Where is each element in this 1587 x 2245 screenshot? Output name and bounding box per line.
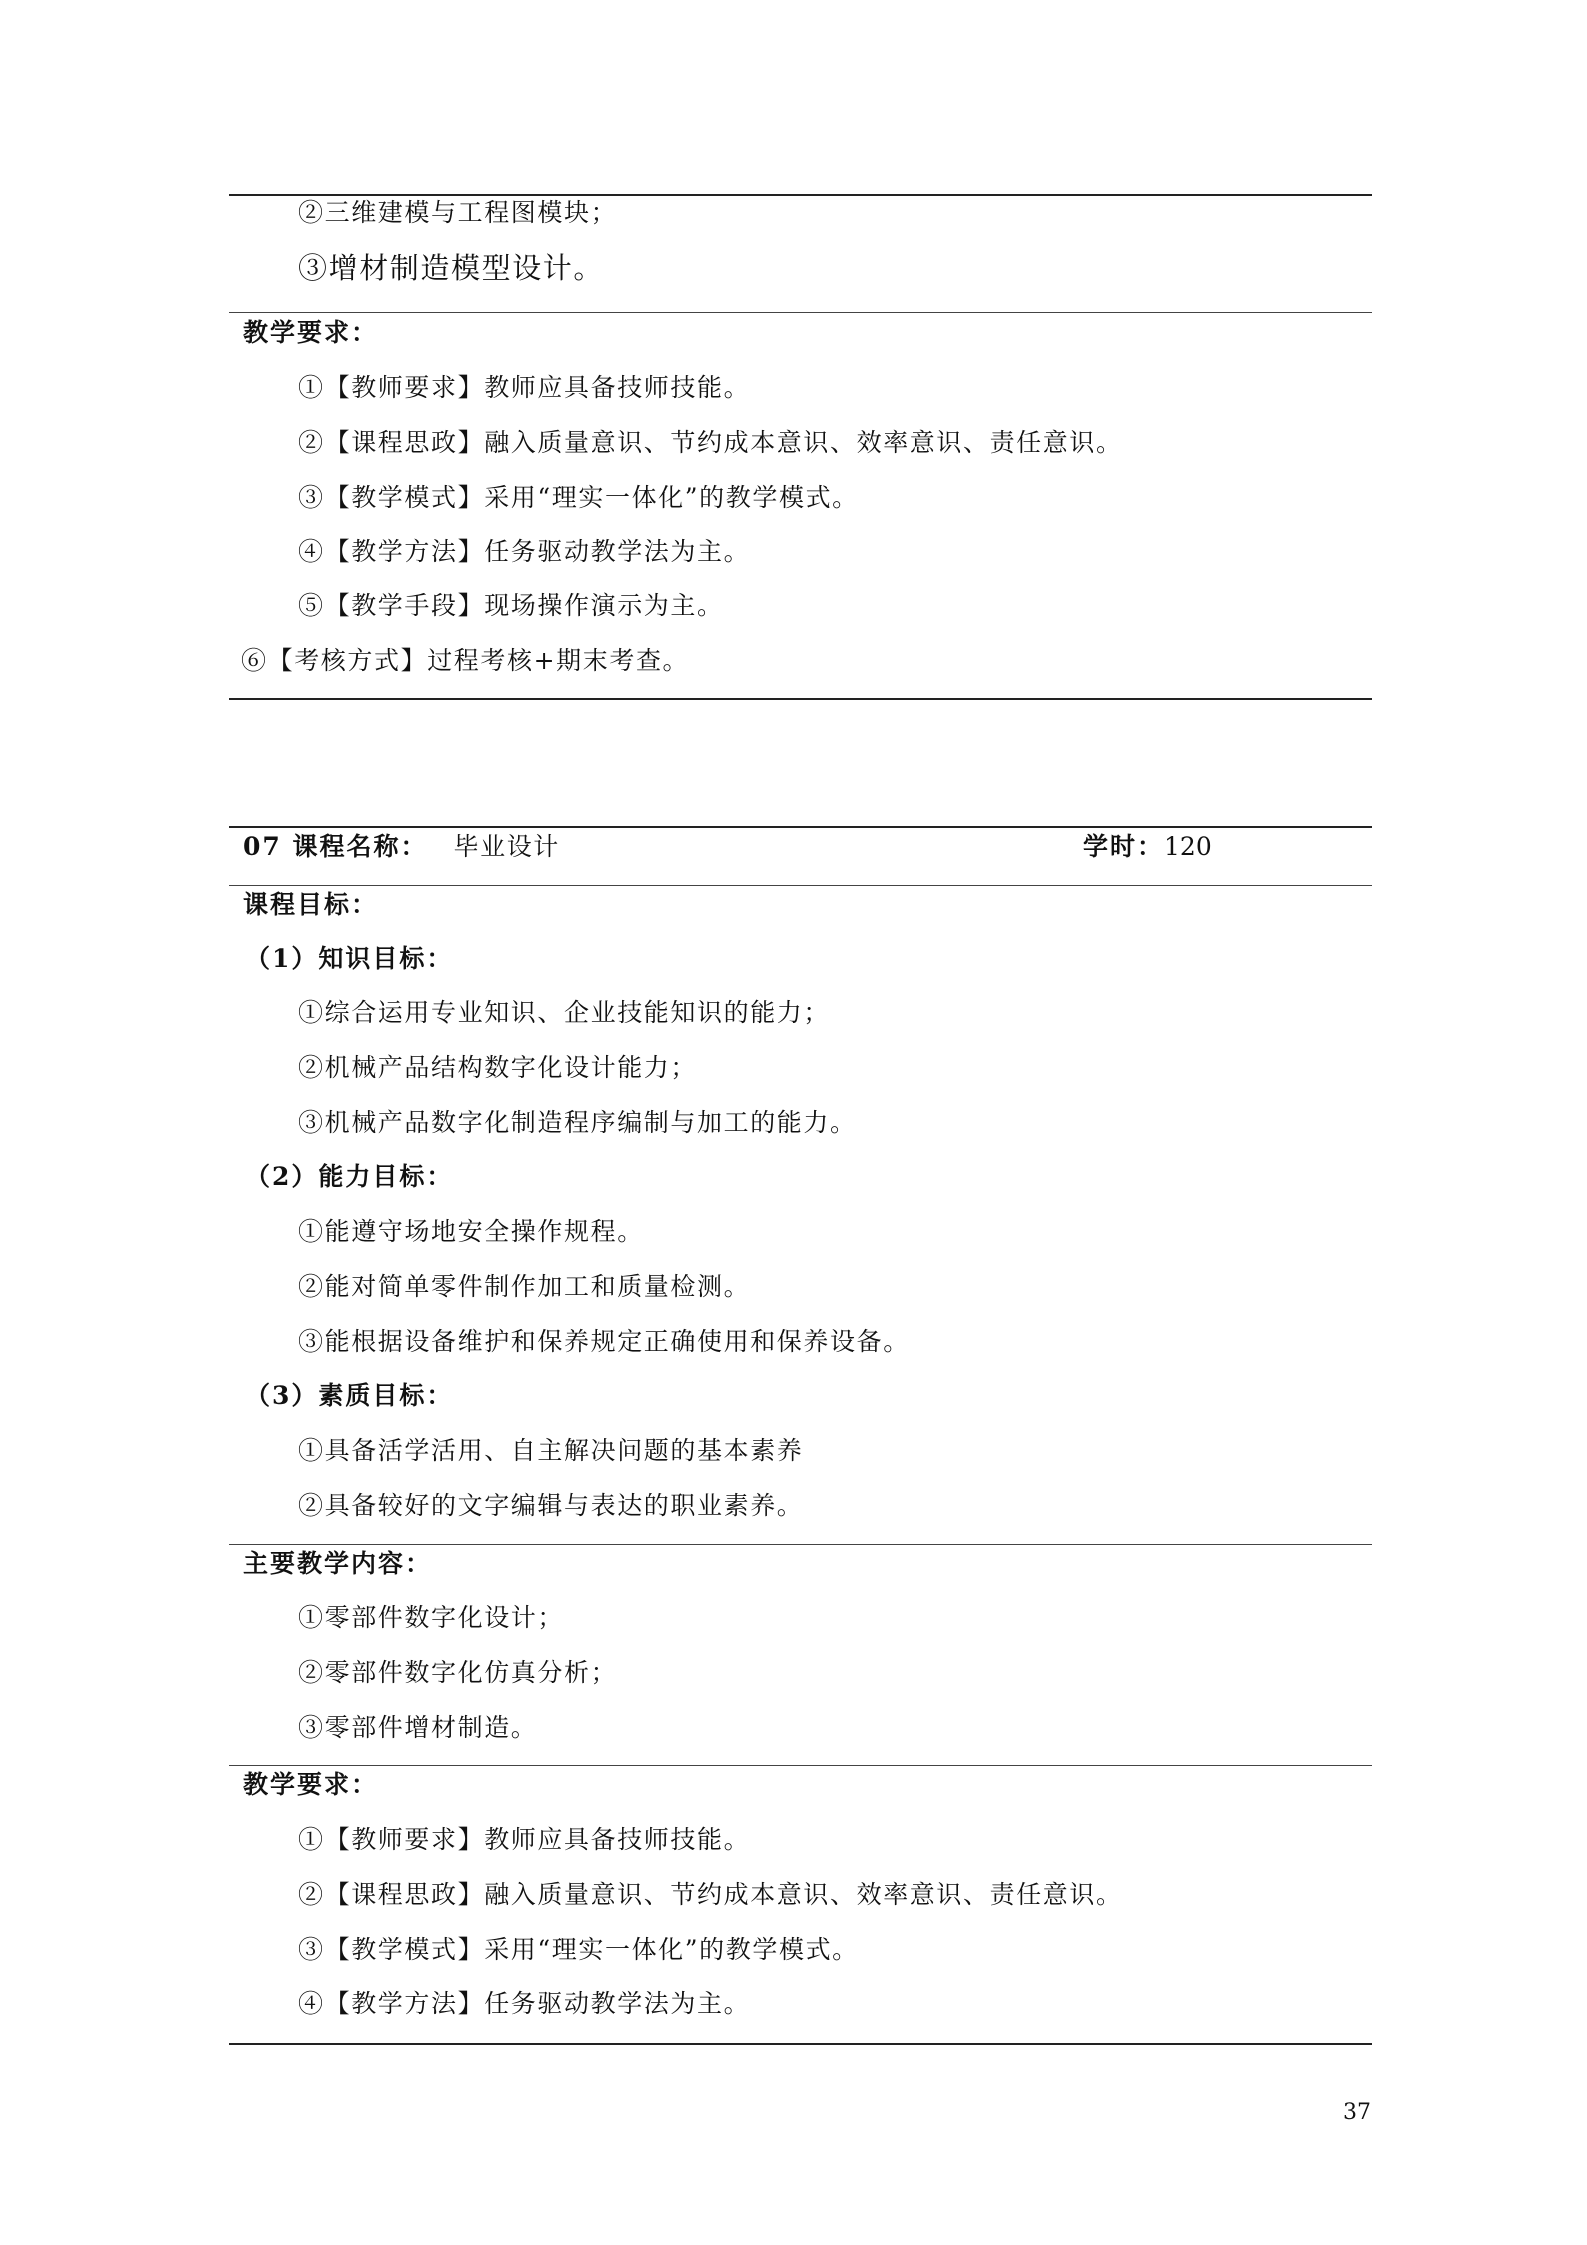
ability-item: ①能遵守场地安全操作规程。 — [298, 1217, 644, 1246]
ability-heading: （2）能力目标： — [245, 1162, 454, 1191]
content-item: ②零部件数字化仿真分析； — [298, 1658, 618, 1687]
section-divider — [229, 1544, 1372, 1545]
objectives-heading: 课程目标： — [243, 890, 379, 919]
content-item: ③增材制造模型设计。 — [298, 251, 605, 285]
requirement-item: ②【课程思政】融入质量意识、节约成本意识、效率意识、责任意识。 — [298, 1880, 1123, 1909]
requirements-heading: 教学要求： — [243, 1770, 379, 1799]
content-item: ③零部件增材制造。 — [298, 1713, 538, 1742]
section-divider — [229, 1765, 1372, 1766]
section-divider — [229, 885, 1372, 886]
content-item: ②三维建模与工程图模块； — [298, 198, 618, 227]
ability-item: ②能对简单零件制作加工和质量检测。 — [298, 1272, 751, 1301]
requirement-item: ①【教师要求】教师应具备技师技能。 — [298, 1825, 751, 1854]
quality-heading: （3）素质目标： — [245, 1381, 454, 1410]
page-number: 37 — [1343, 2100, 1371, 2125]
top-table-rule-bottom — [229, 698, 1372, 700]
requirement-item: ④【教学方法】任务驱动教学法为主。 — [298, 537, 751, 566]
knowledge-item: ①综合运用专业知识、企业技能知识的能力； — [298, 998, 831, 1027]
requirement-item: ③【教学模式】采用“理实一体化”的教学模式。 — [298, 483, 859, 512]
requirement-item: ⑥【考核方式】过程考核+期末考查。 — [241, 646, 690, 675]
requirement-item: ②【课程思政】融入质量意识、节约成本意识、效率意识、责任意识。 — [298, 428, 1123, 457]
course-hours — [1083, 830, 1212, 864]
course-hours-label: 学时： — [1083, 832, 1165, 861]
course-hours-value: 120 — [1164, 832, 1212, 861]
requirement-item: ③【教学模式】采用“理实一体化”的教学模式。 — [298, 1935, 859, 1964]
knowledge-item: ②机械产品结构数字化设计能力； — [298, 1053, 698, 1082]
requirement-item: ⑤【教学手段】现场操作演示为主。 — [298, 591, 724, 620]
ability-item: ③能根据设备维护和保养规定正确使用和保养设备。 — [298, 1327, 910, 1356]
requirement-item: ④【教学方法】任务驱动教学法为主。 — [298, 1989, 751, 2018]
quality-item: ②具备较好的文字编辑与表达的职业素养。 — [298, 1491, 804, 1520]
course-table-rule-top — [229, 826, 1372, 828]
content-heading: 主要教学内容： — [243, 1549, 433, 1578]
requirements-heading: 教学要求： — [243, 318, 379, 347]
requirement-item: ①【教师要求】教师应具备技师技能。 — [298, 373, 751, 402]
knowledge-heading: （1）知识目标： — [245, 944, 454, 973]
course-name-value: 毕业设计 — [453, 832, 560, 861]
content-item: ①零部件数字化设计； — [298, 1603, 565, 1632]
knowledge-item: ③机械产品数字化制造程序编制与加工的能力。 — [298, 1108, 857, 1137]
section-divider — [229, 312, 1372, 313]
course-table-rule-bottom — [229, 2043, 1372, 2045]
course-name-label: 07 课程名称： — [243, 832, 428, 861]
quality-item: ①具备活学活用、自主解决问题的基本素养 — [298, 1436, 804, 1465]
